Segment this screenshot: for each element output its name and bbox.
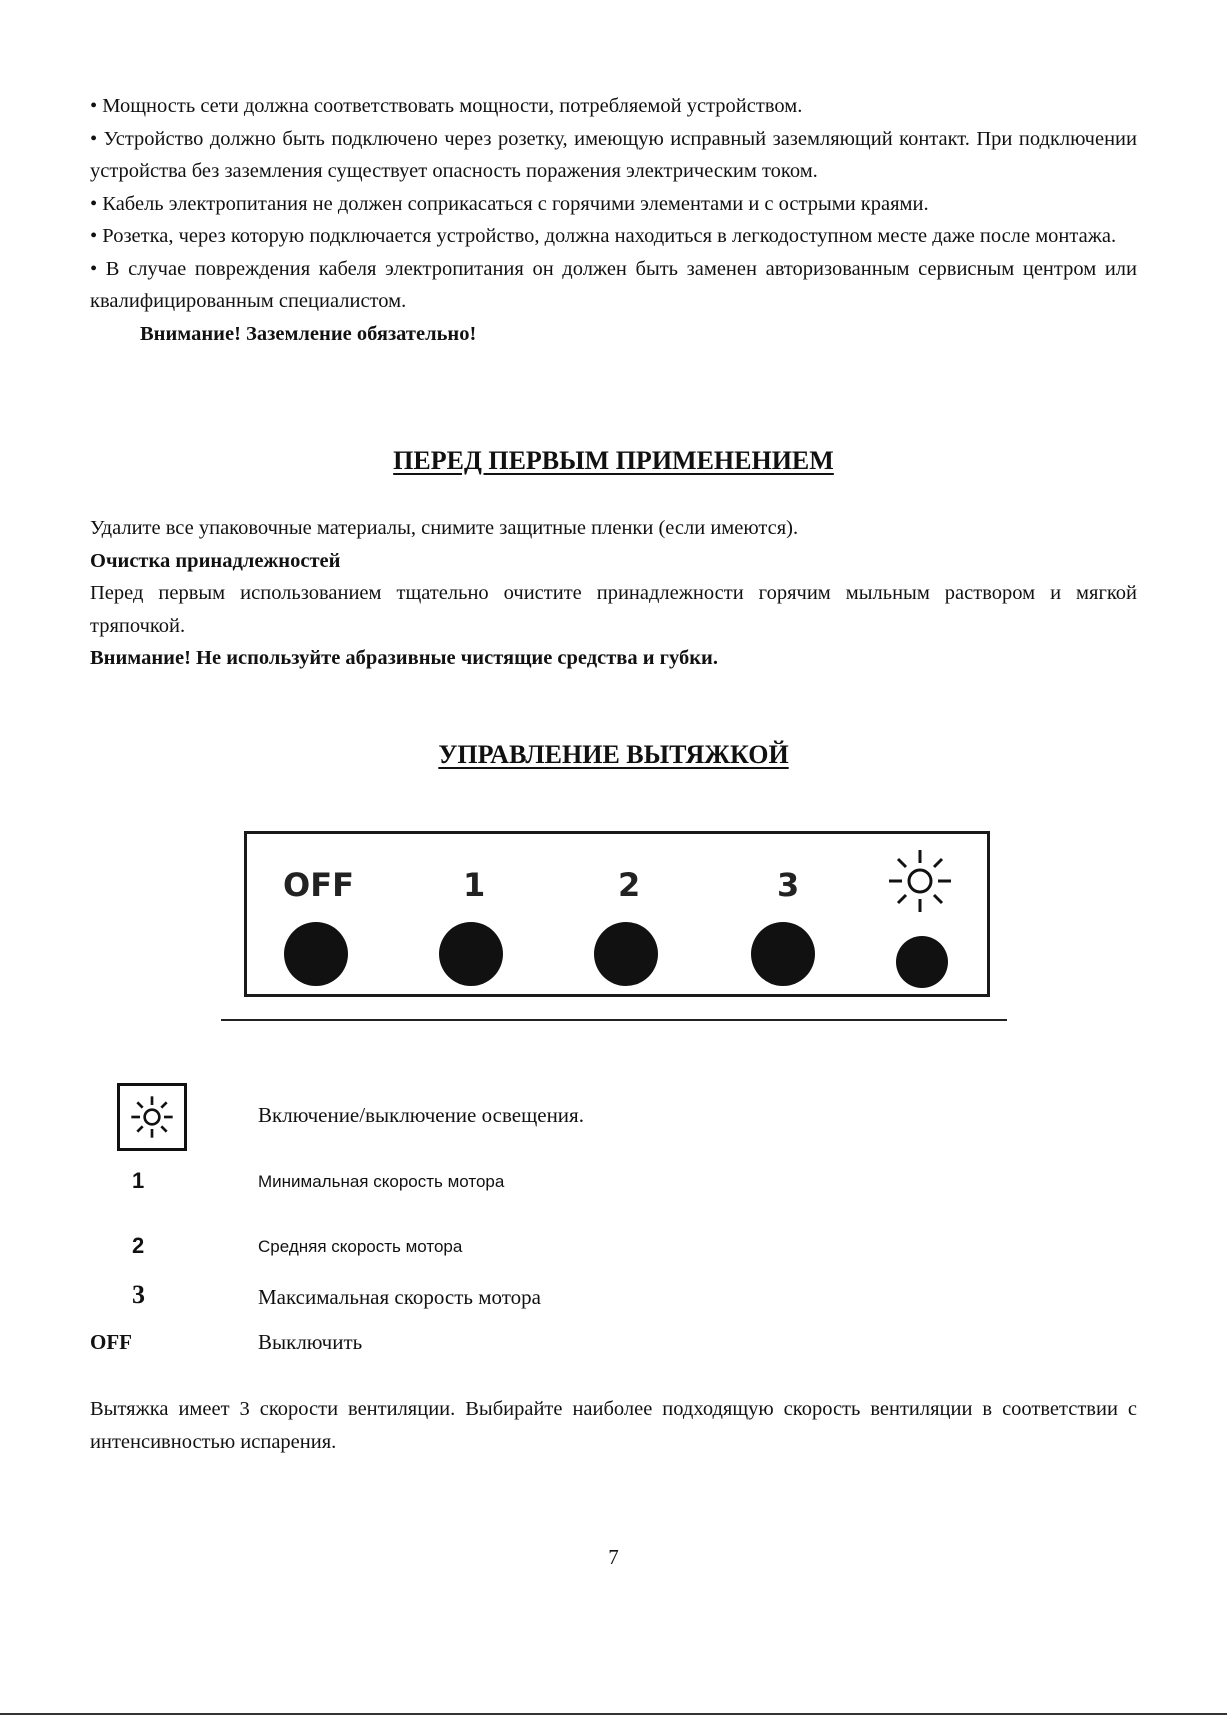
light-legend-key: [117, 1083, 187, 1151]
legend-key-3: 3: [132, 1280, 145, 1309]
safety-paragraph: • В случае повреждения кабеля электропитания он должен быть заменен авторизованным сервисным центром или квалифицированным специалистом.: [90, 257, 1137, 312]
cleaning-subheading: Очистка принадлежностей: [90, 549, 341, 572]
off-button: [284, 922, 348, 986]
legend-key-1: 1: [132, 1168, 145, 1193]
legend-speed-2-text: Средняя скорость мотора: [258, 1237, 463, 1256]
sun-icon: [887, 848, 953, 914]
panel-label-3: 3: [777, 866, 800, 904]
cleaning-paragraph: Перед первым использованием тщательно очистите принадлежности горячим мыльным раствором и мягкой тряпочкой.: [90, 582, 1137, 637]
safety-paragraph: • Кабель электропитания не должен соприкасаться с горячими элементами и с острыми краями.: [90, 192, 929, 215]
ventilation-note-text: Вытяжка имеет 3 скорости вентиляции. Выбирайте наиболее подходящую скорость вентиляции в соответствии с интенсивностью испарения.: [90, 1398, 1137, 1453]
page-number: 7: [608, 1545, 619, 1569]
before-use-heading: ПЕРЕД ПЕРВЫМ ПРИМЕНЕНИЕМ: [393, 446, 834, 475]
control-panel-diagram: [244, 831, 990, 997]
speed-2-button: [594, 922, 658, 986]
control-heading: УПРАВЛЕНИЕ ВЫТЯЖКОЙ: [438, 740, 789, 769]
safety-paragraph: • Мощность сети должна соответствовать мощности, потребляемой устройством.: [90, 95, 803, 117]
ventilation-note: [90, 1393, 1137, 1458]
speed-3-button: [751, 922, 815, 986]
safety-section: [90, 90, 1137, 350]
light-button: [896, 936, 948, 988]
legend-speed-3-text: Максимальная скорость мотора: [258, 1285, 541, 1309]
safety-paragraph: • Розетка, через которую подключается устройство, должна находиться в легкодоступном месте даже после монтажа.: [90, 225, 1117, 247]
sun-icon: [130, 1095, 174, 1139]
speed-1-button: [439, 922, 503, 986]
panel-label-off: OFF: [283, 866, 354, 904]
before-use-paragraph: Удалите все упаковочные материалы, снимите защитные пленки (если имеются).: [90, 517, 799, 539]
panel-underline: [221, 1019, 1007, 1021]
safety-paragraph: • Устройство должно быть подключено через розетку, имеющую исправный заземляющий контакт. При подключении устройства без заземления существует опасность поражения электрическим током.: [90, 127, 1137, 182]
legend-speed-1-text: Минимальная скорость мотора: [258, 1172, 505, 1191]
before-use-section: [90, 512, 1137, 675]
legend-light-text: Включение/выключение освещения.: [258, 1103, 584, 1127]
legend-key-2: 2: [132, 1233, 145, 1258]
footer-line: [0, 1713, 1227, 1715]
grounding-warning: Внимание! Заземление обязательно!: [140, 322, 477, 345]
legend-key-off: OFF: [90, 1330, 132, 1354]
panel-label-1: 1: [463, 866, 486, 904]
panel-label-2: 2: [618, 866, 641, 904]
legend-off-text: Выключить: [258, 1330, 363, 1354]
abrasive-warning: Внимание! Не используйте абразивные чистящие средства и губки.: [90, 647, 718, 669]
